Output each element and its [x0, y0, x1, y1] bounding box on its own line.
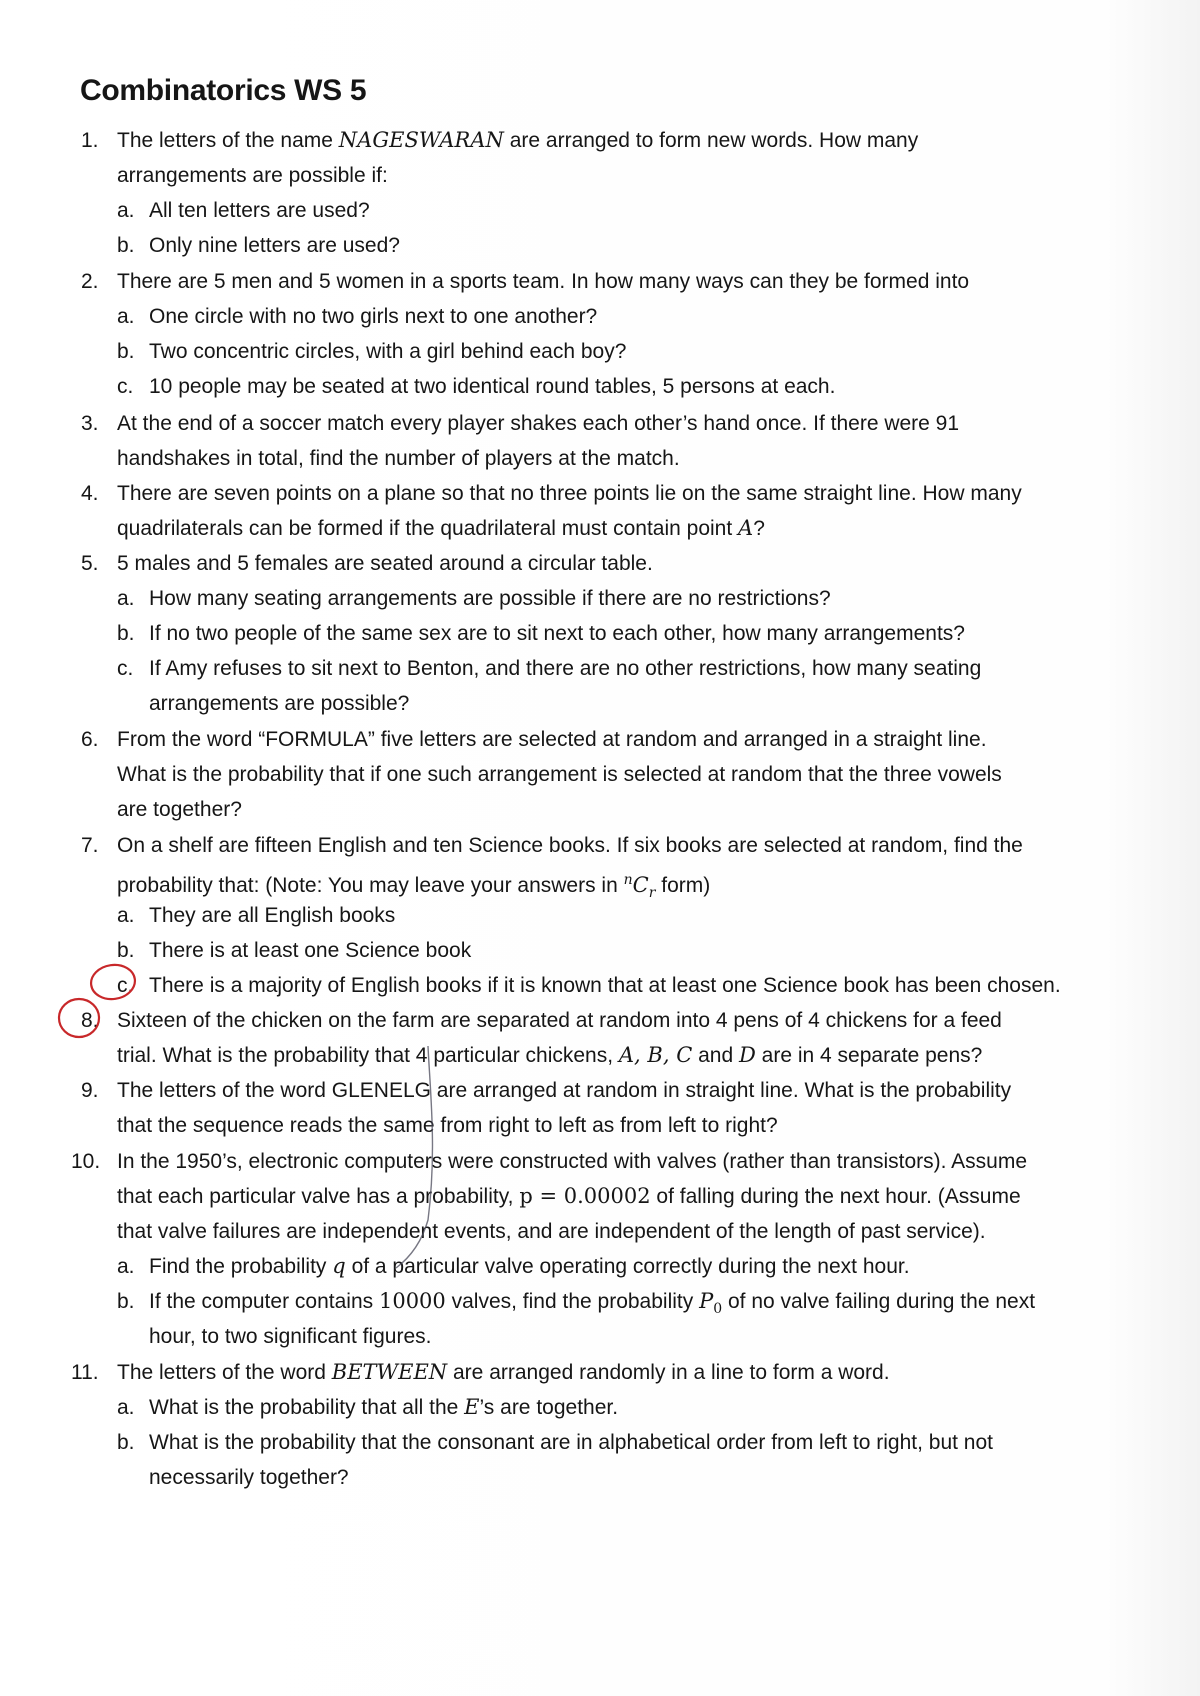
math-variable: D — [738, 1043, 756, 1067]
math-expression: p = 0.00002 — [519, 1184, 651, 1208]
question-1a — [117, 193, 370, 228]
question-number: 8. — [81, 1009, 99, 1032]
sub-label: b. — [117, 340, 135, 363]
question-3 — [81, 406, 960, 441]
question-number: 3. — [81, 412, 99, 435]
question-text: From the word “FORMULA” five letters are selected at random and arranged in a straight line. — [117, 728, 987, 751]
sub-label: b. — [117, 1431, 135, 1454]
sub-text: 10 people may be seated at two identical round tables, 5 persons at each. — [149, 375, 836, 398]
question-4 — [81, 476, 1022, 511]
question-7b — [117, 933, 472, 968]
question-number: 11. — [71, 1361, 99, 1384]
sub-text: If no two people of the same sex are to sit next to each other, how many arrangements? — [149, 622, 965, 645]
sub-text: One circle with no two girls next to one another? — [149, 305, 598, 328]
math-variable: A — [738, 516, 754, 540]
question-text: Sixteen of the chicken on the farm are separated at random into 4 pens of 4 chickens for a feed — [117, 1009, 1002, 1032]
question-text: and — [692, 1044, 739, 1067]
question-5a — [117, 581, 831, 616]
sub-text: How many seating arrangements are possible if there are no restrictions? — [149, 587, 831, 610]
question-text: quadrilaterals can be formed if the quadrilateral must contain point — [117, 517, 739, 540]
question-number: 1. — [81, 129, 99, 152]
question-2 — [81, 264, 970, 299]
question-5c-line-2: arrangements are possible? — [149, 692, 410, 715]
sub-text: of a particular valve operating correctly during the next hour. — [345, 1255, 910, 1278]
question-6-line-2: What is the probability that if one such arrangement is selected at random that the three vowels — [117, 763, 1002, 786]
ncr-subscript: r — [648, 885, 656, 902]
question-9 — [81, 1073, 1012, 1108]
question-2a — [117, 299, 598, 334]
sub-label: a. — [117, 904, 135, 927]
sub-label: a. — [117, 199, 135, 222]
math-number: 10000 — [378, 1289, 446, 1313]
question-3-line-2: handshakes in total, find the number of players at the match. — [117, 447, 680, 470]
sub-text: If Amy refuses to sit next to Benton, and there are no other restrictions, how many seating — [149, 657, 982, 680]
sub-text: valves, find the probability — [445, 1290, 700, 1313]
question-text: The letters of the name — [117, 129, 339, 152]
sub-label: a. — [117, 1396, 135, 1419]
math-subscript: 0 — [713, 1301, 723, 1318]
question-text: ? — [753, 517, 765, 540]
question-number: 7. — [81, 834, 99, 857]
sub-label: b. — [117, 1290, 135, 1313]
question-number: 2. — [81, 270, 99, 293]
question-10-line-2 — [117, 1179, 1021, 1214]
question-2b — [117, 334, 627, 369]
question-4-line-2 — [117, 511, 765, 546]
question-10b-line-2: hour, to two significant figures. — [149, 1325, 432, 1348]
ncr-symbol: C — [632, 873, 649, 897]
sub-label: b. — [117, 234, 135, 257]
sub-text: ’s are together. — [479, 1396, 619, 1419]
question-text: trial. What is the probability that 4 particular chickens, — [117, 1044, 619, 1067]
sub-text: What is the probability that all the — [149, 1396, 465, 1419]
sub-text: What is the probability that the consonant are in alphabetical order from left to right, but not — [149, 1431, 993, 1454]
question-text: There are seven points on a plane so that no three points lie on the same straight line. How many — [117, 482, 1022, 505]
math-variable: E — [464, 1395, 480, 1419]
question-text: form) — [655, 874, 711, 897]
math-variable: q — [332, 1254, 346, 1278]
sub-text: All ten letters are used? — [149, 199, 370, 222]
question-11b — [117, 1425, 993, 1460]
question-text: At the end of a soccer match every player shakes each other’s hand once. If there were 91 — [117, 412, 960, 435]
sub-label: b. — [117, 939, 135, 962]
question-text: 5 males and 5 females are seated around a circular table. — [117, 552, 653, 575]
question-5b — [117, 616, 965, 651]
sub-label: a. — [117, 587, 135, 610]
sub-label: a. — [117, 305, 135, 328]
question-number: 9. — [81, 1079, 99, 1102]
question-6-line-3: are together? — [117, 798, 242, 821]
question-11 — [71, 1355, 890, 1390]
math-variable: P — [699, 1289, 714, 1313]
sub-text: There is at least one Science book — [149, 939, 472, 962]
question-text: The letters of the word — [117, 1361, 332, 1384]
question-8 — [81, 1003, 1002, 1038]
question-text: There are 5 men and 5 women in a sports team. In how many ways can they be formed into — [117, 270, 970, 293]
question-1b — [117, 228, 400, 263]
question-7c — [117, 968, 1061, 1003]
question-text: probability that: (Note: You may leave your answers in — [117, 874, 624, 897]
ncr-superscript: n — [623, 872, 633, 888]
question-10a — [117, 1249, 910, 1284]
math-word: BETWEEN — [331, 1360, 448, 1384]
question-text: that each particular valve has a probability, — [117, 1185, 520, 1208]
sub-text: Only nine letters are used? — [149, 234, 400, 257]
question-7 — [81, 828, 1023, 863]
question-2c — [117, 369, 836, 404]
sub-label: c. — [117, 375, 134, 398]
question-5 — [81, 546, 653, 581]
question-8-line-2 — [117, 1038, 982, 1073]
sub-text: Two concentric circles, with a girl behind each boy? — [149, 340, 627, 363]
question-9-line-2: that the sequence reads the same from right to left as from left to right? — [117, 1114, 778, 1137]
question-number: 5. — [81, 552, 99, 575]
sub-label: a. — [117, 1255, 135, 1278]
math-variable: A, B, C — [618, 1043, 693, 1067]
question-text: On a shelf are fifteen English and ten Science books. If six books are selected at random, find the — [117, 834, 1023, 857]
page-title: Combinatorics WS 5 — [80, 74, 367, 107]
question-10-line-3: that valve failures are independent events, and are independent of the length of past service). — [117, 1220, 986, 1243]
question-number: 6. — [81, 728, 99, 751]
question-text: In the 1950’s, electronic computers were constructed with valves (rather than transistors). Assume — [117, 1150, 1028, 1173]
question-text: are arranged to form new words. How many — [503, 129, 919, 152]
sub-text: They are all English books — [149, 904, 396, 927]
question-text: are arranged randomly in a line to form a word. — [447, 1361, 890, 1384]
question-5c — [117, 651, 982, 686]
question-11a — [117, 1390, 619, 1425]
question-text: are in 4 separate pens? — [755, 1044, 983, 1067]
question-6 — [81, 722, 987, 757]
question-text: The letters of the word GLENELG are arranged at random in straight line. What is the probability — [117, 1079, 1012, 1102]
sub-label: c. — [117, 974, 134, 997]
question-11b-line-2: necessarily together? — [149, 1466, 349, 1489]
sub-label: b. — [117, 622, 135, 645]
sub-text: There is a majority of English books if it is known that at least one Science book has been chosen. — [149, 974, 1061, 997]
sub-text: Find the probability — [149, 1255, 333, 1278]
question-text: of falling during the next hour. (Assume — [650, 1185, 1021, 1208]
question-7a — [117, 898, 396, 933]
question-number: 10. — [71, 1150, 101, 1173]
math-word: NAGESWARAN — [338, 128, 504, 152]
question-number: 4. — [81, 482, 99, 505]
sub-label: c. — [117, 657, 134, 680]
sub-text: If the computer contains — [149, 1290, 379, 1313]
question-1-line-2: arrangements are possible if: — [117, 164, 388, 187]
sub-text: of no valve failing during the next — [722, 1290, 1036, 1313]
question-10 — [71, 1144, 1028, 1179]
question-1 — [81, 123, 919, 158]
